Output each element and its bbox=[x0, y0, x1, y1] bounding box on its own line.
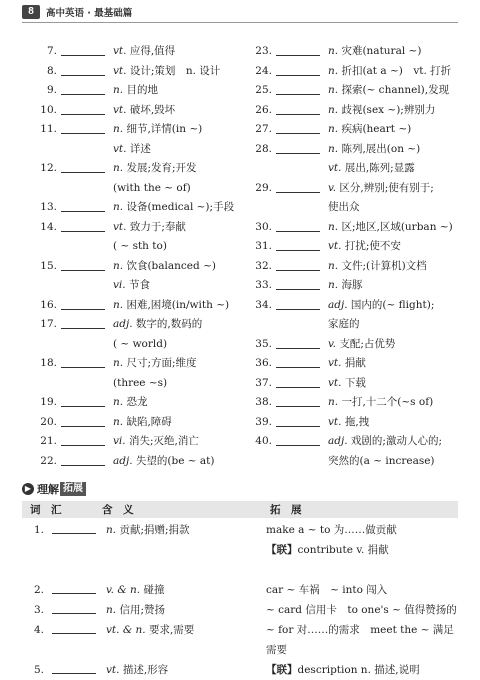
definition: n. 困难,困境(in/with ~) bbox=[113, 298, 230, 311]
answer-blank[interactable] bbox=[276, 42, 320, 56]
definition: vt. 展出,陈列;显露 bbox=[328, 162, 415, 174]
answer-blank[interactable] bbox=[61, 413, 105, 427]
item-number: 23. bbox=[255, 45, 272, 57]
row-expansion bbox=[266, 580, 460, 600]
item-number: 36. bbox=[255, 357, 272, 369]
part-of-speech: vt. bbox=[328, 357, 345, 369]
related-marker: 【联】 bbox=[266, 544, 298, 556]
vocab-item bbox=[248, 335, 458, 355]
expansion-line: make a ~ to 为……做贡献 bbox=[266, 524, 397, 536]
vocab-item bbox=[248, 101, 458, 121]
row-meaning: vt. & n. 要求,需要 bbox=[106, 624, 195, 636]
item-number: 26. bbox=[255, 103, 272, 116]
vocab-item bbox=[33, 101, 243, 121]
definition: vt. 捐献 bbox=[328, 357, 366, 369]
vocab-item bbox=[248, 413, 458, 433]
vocab-item bbox=[33, 296, 243, 316]
part-of-speech: vt. bbox=[328, 162, 345, 174]
vocab-item-continuation bbox=[248, 198, 458, 218]
vocab-item bbox=[33, 257, 243, 277]
answer-blank[interactable] bbox=[61, 257, 105, 271]
item-number: 24. bbox=[255, 64, 272, 77]
definition: adj. 国内的(~ flight); bbox=[328, 298, 435, 311]
vocab-item bbox=[248, 62, 458, 82]
answer-blank[interactable] bbox=[52, 580, 96, 594]
part-of-speech: n. bbox=[328, 103, 342, 116]
definition: n. 一打,十二个(~s of) bbox=[328, 396, 434, 408]
item-number: 18. bbox=[40, 357, 57, 369]
vocab-item bbox=[248, 218, 458, 238]
part-of-speech: n. bbox=[113, 415, 127, 428]
definition: n. 缺陷,障碍 bbox=[113, 415, 172, 428]
row-meaning: vt. 描述,形容 bbox=[106, 664, 169, 676]
definition: vi. 节食 bbox=[113, 279, 150, 291]
definition: ( ~ world) bbox=[113, 337, 168, 350]
answer-blank bbox=[276, 159, 320, 172]
answer-blank[interactable] bbox=[276, 140, 320, 154]
definition: vt. 拖,拽 bbox=[328, 415, 370, 428]
definition: n. 发展;发育;开发 bbox=[113, 162, 197, 174]
vocab-item-continuation bbox=[248, 315, 458, 335]
answer-blank[interactable] bbox=[276, 413, 320, 427]
part-of-speech: n. bbox=[113, 259, 127, 272]
definition: (three ~s) bbox=[113, 376, 168, 389]
answer-blank[interactable] bbox=[61, 81, 105, 95]
item-number: 15. bbox=[40, 259, 57, 272]
vocab-item bbox=[248, 374, 458, 394]
definition: n. 歧视(sex ~);辨别力 bbox=[328, 103, 436, 116]
answer-blank bbox=[276, 452, 320, 465]
definition: n. 细节,详情(in ~) bbox=[113, 123, 203, 135]
item-number: 20. bbox=[40, 415, 57, 428]
definition: n. 区;地区,区域(urban ~) bbox=[328, 220, 453, 233]
answer-blank[interactable] bbox=[276, 393, 320, 407]
understanding-expansion-section bbox=[22, 481, 458, 676]
item-number: 19. bbox=[40, 396, 57, 408]
part-of-speech: vt. bbox=[113, 45, 130, 57]
definition: adj. 戏剧的;激动人心的; bbox=[328, 435, 442, 447]
definition: vt. 应得,值得 bbox=[113, 45, 176, 57]
answer-blank[interactable] bbox=[276, 296, 320, 310]
part-of-speech: vt. bbox=[113, 64, 130, 77]
definition: n. 陈列,展出(on ~) bbox=[328, 142, 421, 155]
part-of-speech: n. bbox=[113, 298, 127, 311]
answer-blank bbox=[276, 315, 320, 328]
part-of-speech: n. bbox=[113, 123, 127, 135]
part-of-speech: n. bbox=[106, 524, 120, 536]
answer-blank[interactable] bbox=[61, 101, 105, 115]
definition: vt. 致力于;奉献 bbox=[113, 220, 186, 233]
part-of-speech: adj. bbox=[113, 318, 136, 330]
vocab-item-continuation bbox=[33, 335, 243, 355]
part-of-speech: n. bbox=[328, 259, 342, 272]
part-of-speech: vt. bbox=[328, 240, 345, 252]
vocab-item-continuation bbox=[33, 374, 243, 394]
vocab-item bbox=[248, 257, 458, 277]
answer-blank[interactable] bbox=[276, 257, 320, 271]
row-meaning: n. 贡献;捐赠;捐款 bbox=[106, 524, 190, 536]
part-of-speech: v. bbox=[328, 337, 340, 350]
vocab-item-continuation bbox=[33, 179, 243, 199]
part-of-speech: vt. bbox=[113, 142, 130, 155]
expansion-row-left bbox=[34, 520, 190, 540]
vocab-item bbox=[33, 413, 243, 433]
part-of-speech: vi. bbox=[113, 435, 129, 447]
vocab-item bbox=[33, 393, 243, 413]
definition: 使出众 bbox=[328, 201, 360, 213]
vocab-item bbox=[248, 42, 458, 62]
definition: v. 区分,辨别;使有别于; bbox=[328, 181, 434, 194]
definition: n. 折扣(at a ~) vt. 打折 bbox=[328, 64, 452, 77]
part-of-speech: vt. bbox=[106, 664, 123, 676]
vocab-item bbox=[248, 179, 458, 199]
header-divider bbox=[22, 22, 458, 23]
item-number: 32. bbox=[255, 259, 272, 272]
part-of-speech: n. bbox=[113, 357, 127, 369]
definition: 突然的(a ~ increase) bbox=[328, 454, 435, 467]
definition: ( ~ sth to) bbox=[113, 240, 167, 252]
answer-blank[interactable] bbox=[61, 452, 105, 466]
part-of-speech: vt. bbox=[113, 103, 130, 116]
item-number: 16. bbox=[40, 298, 57, 311]
row-meaning: n. 信用;赞扬 bbox=[106, 604, 165, 616]
col-header-meaning: 含 义 bbox=[102, 504, 134, 516]
definition: adj. 数字的,数码的 bbox=[113, 318, 203, 330]
row-expansion bbox=[266, 600, 460, 620]
answer-blank[interactable] bbox=[276, 276, 320, 290]
section-title-main: 理解 bbox=[37, 483, 59, 496]
vocab-item-continuation bbox=[33, 237, 243, 257]
answer-blank bbox=[61, 237, 105, 250]
part-of-speech: v. bbox=[328, 181, 340, 194]
definition: n. 尺寸;方面;维度 bbox=[113, 357, 197, 369]
part-of-speech: vt. & n. bbox=[106, 624, 149, 636]
row-number: 4. bbox=[34, 624, 45, 636]
answer-blank[interactable] bbox=[52, 520, 96, 534]
vocab-item bbox=[248, 237, 458, 257]
definition: n. 海豚 bbox=[328, 279, 363, 291]
row-expansion bbox=[266, 620, 460, 660]
vocab-item bbox=[33, 218, 243, 238]
definition: 家庭的 bbox=[328, 318, 360, 330]
vocab-item bbox=[248, 432, 458, 452]
answer-blank[interactable] bbox=[276, 354, 320, 368]
definition: n. 探索(~ channel),发现 bbox=[328, 84, 450, 96]
item-number: 21. bbox=[40, 435, 57, 447]
item-number: 30. bbox=[255, 220, 272, 233]
part-of-speech: vt. bbox=[328, 376, 345, 389]
answer-blank[interactable] bbox=[276, 374, 320, 388]
item-number: 12. bbox=[40, 162, 57, 174]
definition: n. 饮食(balanced ~) bbox=[113, 259, 216, 272]
answer-blank bbox=[61, 335, 105, 348]
section-title bbox=[22, 481, 458, 497]
vocab-item-continuation bbox=[33, 140, 243, 160]
expansion-row-left bbox=[34, 620, 194, 640]
part-of-speech: n. bbox=[328, 64, 342, 77]
definition: vt. 打扰;使不安 bbox=[328, 240, 401, 252]
answer-blank[interactable] bbox=[276, 101, 320, 115]
page-number: 8 bbox=[22, 5, 40, 19]
definition: n. 灾难(natural ~) bbox=[328, 45, 422, 57]
vocab-item bbox=[33, 315, 243, 335]
row-number: 3. bbox=[34, 604, 45, 616]
part-of-speech: vi. bbox=[113, 279, 129, 291]
answer-blank[interactable] bbox=[276, 432, 320, 446]
answer-blank bbox=[61, 140, 105, 153]
item-number: 39. bbox=[255, 415, 272, 428]
item-number: 34. bbox=[255, 298, 272, 311]
vocab-item bbox=[248, 276, 458, 296]
vocab-item bbox=[33, 198, 243, 218]
answer-blank[interactable] bbox=[61, 218, 105, 232]
item-number: 8. bbox=[46, 64, 57, 77]
item-number: 25. bbox=[255, 84, 272, 96]
vocab-item-continuation bbox=[248, 452, 458, 472]
definition: v. 支配;占优势 bbox=[328, 337, 396, 350]
vocab-item bbox=[33, 452, 243, 472]
answer-blank[interactable] bbox=[276, 62, 320, 76]
vocab-item-continuation bbox=[33, 276, 243, 296]
part-of-speech: adj. bbox=[328, 435, 351, 447]
row-expansion bbox=[266, 520, 460, 560]
item-number: 10. bbox=[40, 103, 57, 116]
item-number: 29. bbox=[255, 181, 272, 194]
item-number: 37. bbox=[255, 376, 272, 389]
row-number: 5. bbox=[34, 664, 45, 676]
vocab-item bbox=[248, 81, 458, 101]
answer-blank bbox=[61, 276, 105, 289]
expansion-line: 【联】description n. 描述,说明 bbox=[266, 664, 420, 676]
item-number: 31. bbox=[255, 240, 272, 252]
answer-blank bbox=[61, 374, 105, 387]
vocab-item bbox=[33, 159, 243, 179]
answer-blank[interactable] bbox=[276, 335, 320, 349]
row-number: 1. bbox=[34, 524, 45, 536]
definition: (with the ~ of) bbox=[113, 181, 191, 194]
item-number: 17. bbox=[40, 318, 57, 330]
part-of-speech: v. & n. bbox=[106, 584, 144, 596]
answer-blank[interactable] bbox=[61, 42, 105, 56]
item-number: 11. bbox=[40, 123, 57, 135]
answer-blank bbox=[61, 179, 105, 192]
row-number: 2. bbox=[34, 584, 45, 596]
vocab-item bbox=[248, 120, 458, 140]
part-of-speech: n. bbox=[328, 84, 342, 96]
part-of-speech: n. bbox=[328, 396, 342, 408]
answer-blank[interactable] bbox=[61, 120, 105, 134]
answer-blank[interactable] bbox=[276, 120, 320, 134]
answer-blank[interactable] bbox=[276, 218, 320, 232]
part-of-speech: n. bbox=[328, 142, 342, 155]
header-title: 高中英语 · 最基础篇 bbox=[46, 8, 133, 19]
row-expansion bbox=[266, 660, 460, 680]
item-number: 33. bbox=[255, 279, 272, 291]
part-of-speech: n. bbox=[113, 162, 127, 174]
vocab-item bbox=[248, 393, 458, 413]
part-of-speech: n. bbox=[328, 123, 342, 135]
answer-blank[interactable] bbox=[61, 62, 105, 76]
row-meaning: v. & n. 碰撞 bbox=[106, 584, 165, 596]
answer-blank[interactable] bbox=[61, 159, 105, 173]
expansion-line: ~ for 对……的需求 meet the ~ 满足需要 bbox=[266, 624, 454, 656]
definition: adj. 失望的(be ~ at) bbox=[113, 454, 215, 467]
vocab-item-continuation bbox=[248, 159, 458, 179]
vocab-item bbox=[33, 432, 243, 452]
part-of-speech: vt. bbox=[113, 220, 130, 233]
vocab-item bbox=[248, 140, 458, 160]
item-number: 22. bbox=[40, 454, 57, 467]
answer-blank[interactable] bbox=[52, 620, 96, 634]
definition: n. 目的地 bbox=[113, 84, 158, 96]
item-number: 14. bbox=[40, 220, 57, 233]
part-of-speech: n. bbox=[328, 45, 342, 57]
part-of-speech: n. bbox=[113, 201, 127, 213]
related-marker: 【联】 bbox=[266, 664, 298, 676]
part-of-speech: n. bbox=[113, 84, 127, 96]
expansion-row-left bbox=[34, 600, 165, 620]
vocab-item bbox=[33, 120, 243, 140]
item-number: 27. bbox=[255, 123, 272, 135]
item-number: 7. bbox=[46, 45, 57, 57]
vocab-column-right bbox=[248, 42, 458, 471]
definition: n. 设备(medical ~);手段 bbox=[113, 201, 235, 213]
part-of-speech: vt. bbox=[328, 415, 345, 428]
vocab-column-left bbox=[33, 42, 243, 471]
expansion-line: 【联】contribute v. 捐献 bbox=[266, 544, 389, 556]
item-number: 38. bbox=[255, 396, 272, 408]
definition: n. 疾病(heart ~) bbox=[328, 123, 412, 135]
item-number: 28. bbox=[255, 142, 272, 155]
expansion-line: car ~ 车祸 ~ into 闯入 bbox=[266, 584, 388, 596]
item-number: 13. bbox=[40, 201, 57, 213]
answer-blank[interactable] bbox=[61, 432, 105, 446]
col-header-vocab: 词 汇 bbox=[30, 504, 62, 516]
answer-blank[interactable] bbox=[61, 354, 105, 368]
definition: vt. 下载 bbox=[328, 376, 366, 389]
definition: vt. 设计;策划 n. 设计 bbox=[113, 64, 221, 77]
item-number: 9. bbox=[46, 84, 57, 96]
col-header-expand: 拓 展 bbox=[270, 504, 302, 516]
part-of-speech: n. bbox=[328, 220, 342, 233]
answer-blank[interactable] bbox=[52, 600, 96, 614]
expansion-row-left bbox=[34, 580, 164, 600]
definition: vi. 消失;灭绝,消亡 bbox=[113, 435, 199, 447]
part-of-speech: n. bbox=[113, 396, 127, 408]
answer-blank[interactable] bbox=[61, 393, 105, 407]
expansion-line: ~ card 信用卡 to one's ~ 值得赞扬的 bbox=[266, 604, 457, 616]
definition: vt. 详述 bbox=[113, 142, 151, 155]
vocab-item bbox=[33, 62, 243, 82]
item-number: 40. bbox=[255, 435, 272, 447]
definition: n. 文件;(计算机)文档 bbox=[328, 259, 427, 272]
vocab-item bbox=[33, 42, 243, 62]
answer-blank[interactable] bbox=[276, 179, 320, 193]
arrow-icon: ▶ bbox=[22, 483, 34, 495]
expansion-row-left bbox=[34, 660, 168, 680]
part-of-speech: n. bbox=[328, 279, 342, 291]
answer-blank[interactable] bbox=[276, 237, 320, 251]
part-of-speech: adj. bbox=[113, 454, 136, 467]
part-of-speech: adj. bbox=[328, 298, 351, 311]
answer-blank[interactable] bbox=[276, 81, 320, 95]
table-header bbox=[22, 501, 458, 518]
answer-blank bbox=[276, 198, 320, 211]
vocab-item bbox=[33, 354, 243, 374]
answer-blank[interactable] bbox=[61, 198, 105, 212]
definition: vt. 破坏,毁坏 bbox=[113, 103, 176, 116]
page-header bbox=[22, 4, 132, 20]
vocab-item bbox=[33, 81, 243, 101]
section-title-tag: 拓展 bbox=[60, 482, 86, 496]
part-of-speech: n. bbox=[106, 604, 120, 616]
definition: n. 恐龙 bbox=[113, 396, 148, 408]
item-number: 35. bbox=[255, 337, 272, 350]
answer-blank[interactable] bbox=[61, 296, 105, 310]
vocab-item bbox=[248, 296, 458, 316]
answer-blank[interactable] bbox=[61, 315, 105, 329]
vocab-item bbox=[248, 354, 458, 374]
